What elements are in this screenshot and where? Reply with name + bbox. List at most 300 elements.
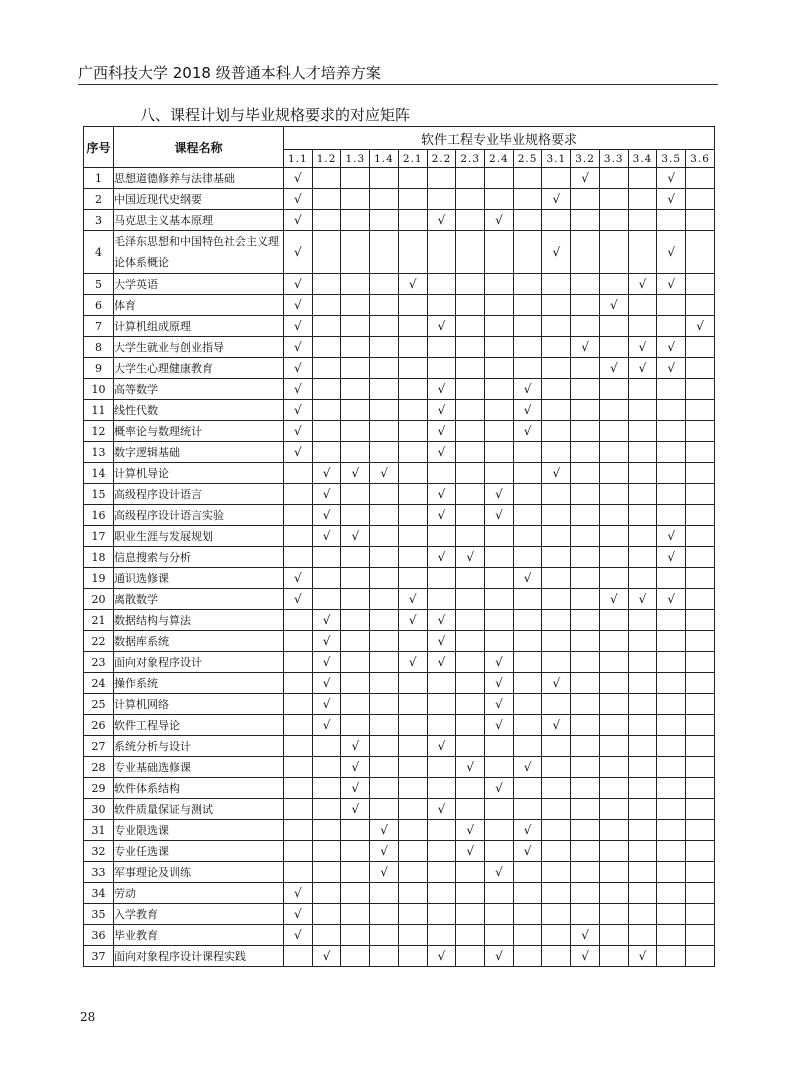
empty-cell	[513, 189, 542, 210]
table-row	[84, 631, 715, 652]
empty-cell	[341, 421, 370, 442]
empty-cell	[427, 589, 456, 610]
empty-cell	[513, 168, 542, 189]
course-name: 面向对象程序设计	[114, 652, 284, 673]
empty-cell	[657, 484, 686, 505]
row-number: 24	[84, 673, 114, 694]
empty-cell	[686, 168, 715, 189]
empty-cell	[599, 568, 628, 589]
empty-cell	[571, 568, 600, 589]
row-number: 28	[84, 757, 114, 778]
empty-cell	[628, 610, 657, 631]
check-mark: √	[370, 841, 399, 862]
empty-cell	[542, 337, 571, 358]
table-row	[84, 463, 715, 484]
empty-cell	[456, 568, 485, 589]
empty-cell	[284, 946, 313, 967]
empty-cell	[312, 841, 341, 862]
check-mark: √	[571, 946, 600, 967]
empty-cell	[599, 379, 628, 400]
row-number: 5	[84, 274, 114, 295]
empty-cell	[513, 799, 542, 820]
course-name: 软件体系结构	[114, 778, 284, 799]
empty-cell	[571, 673, 600, 694]
empty-cell	[341, 694, 370, 715]
check-mark: √	[312, 505, 341, 526]
row-number: 10	[84, 379, 114, 400]
empty-cell	[657, 946, 686, 967]
row-number: 15	[84, 484, 114, 505]
check-mark: √	[427, 652, 456, 673]
empty-cell	[312, 442, 341, 463]
empty-cell	[628, 316, 657, 337]
empty-cell	[284, 757, 313, 778]
empty-cell	[398, 168, 427, 189]
empty-cell	[456, 589, 485, 610]
empty-cell	[513, 589, 542, 610]
empty-cell	[284, 463, 313, 484]
empty-cell	[599, 274, 628, 295]
empty-cell	[485, 757, 514, 778]
empty-cell	[370, 673, 399, 694]
row-number: 16	[84, 505, 114, 526]
empty-cell	[341, 610, 370, 631]
empty-cell	[370, 568, 399, 589]
empty-cell	[571, 715, 600, 736]
table-row	[84, 295, 715, 316]
empty-cell	[657, 568, 686, 589]
check-mark: √	[485, 210, 514, 231]
empty-cell	[370, 883, 399, 904]
row-number: 25	[84, 694, 114, 715]
empty-cell	[542, 820, 571, 841]
check-mark: √	[427, 421, 456, 442]
course-name: 系统分析与设计	[114, 736, 284, 757]
course-name: 毕业教育	[114, 925, 284, 946]
empty-cell	[341, 841, 370, 862]
empty-cell	[456, 715, 485, 736]
empty-cell	[542, 883, 571, 904]
row-number: 22	[84, 631, 114, 652]
empty-cell	[341, 925, 370, 946]
check-mark: √	[456, 757, 485, 778]
check-mark: √	[513, 379, 542, 400]
row-number: 12	[84, 421, 114, 442]
check-mark: √	[284, 189, 313, 210]
check-mark: √	[427, 316, 456, 337]
empty-cell	[571, 274, 600, 295]
empty-cell	[571, 295, 600, 316]
empty-cell	[341, 820, 370, 841]
empty-cell	[341, 547, 370, 568]
empty-cell	[312, 421, 341, 442]
check-mark: √	[398, 589, 427, 610]
empty-cell	[542, 631, 571, 652]
empty-cell	[370, 526, 399, 547]
row-number: 33	[84, 862, 114, 883]
empty-cell	[398, 210, 427, 231]
table-row	[84, 400, 715, 421]
empty-cell	[599, 505, 628, 526]
table-row	[84, 715, 715, 736]
empty-cell	[427, 841, 456, 862]
empty-cell	[686, 463, 715, 484]
empty-cell	[341, 862, 370, 883]
check-mark: √	[370, 820, 399, 841]
check-mark: √	[284, 358, 313, 379]
empty-cell	[657, 694, 686, 715]
empty-cell	[628, 631, 657, 652]
empty-cell	[628, 442, 657, 463]
course-name: 入学教育	[114, 904, 284, 925]
check-mark: √	[657, 526, 686, 547]
check-mark: √	[284, 295, 313, 316]
check-mark: √	[284, 400, 313, 421]
empty-cell	[312, 168, 341, 189]
empty-cell	[599, 799, 628, 820]
check-mark: √	[312, 694, 341, 715]
row-number: 6	[84, 295, 114, 316]
empty-cell	[657, 883, 686, 904]
empty-cell	[686, 421, 715, 442]
check-mark: √	[284, 421, 313, 442]
empty-cell	[341, 946, 370, 967]
empty-cell	[599, 442, 628, 463]
empty-cell	[485, 904, 514, 925]
empty-cell	[599, 904, 628, 925]
check-mark: √	[370, 463, 399, 484]
empty-cell	[542, 589, 571, 610]
empty-cell	[571, 189, 600, 210]
empty-cell	[571, 757, 600, 778]
course-name: 大学生就业与创业指导	[114, 337, 284, 358]
empty-cell	[686, 295, 715, 316]
check-mark: √	[542, 231, 571, 274]
check-mark: √	[657, 589, 686, 610]
row-number: 11	[84, 400, 114, 421]
empty-cell	[542, 799, 571, 820]
check-mark: √	[284, 210, 313, 231]
empty-cell	[312, 231, 341, 274]
empty-cell	[513, 925, 542, 946]
check-mark: √	[284, 274, 313, 295]
empty-cell	[599, 862, 628, 883]
empty-cell	[513, 274, 542, 295]
empty-cell	[398, 316, 427, 337]
row-number: 2	[84, 189, 114, 210]
table-row	[84, 337, 715, 358]
row-number: 7	[84, 316, 114, 337]
empty-cell	[284, 841, 313, 862]
empty-cell	[599, 463, 628, 484]
empty-cell	[571, 694, 600, 715]
empty-cell	[542, 442, 571, 463]
empty-cell	[599, 925, 628, 946]
empty-cell	[341, 715, 370, 736]
empty-cell	[312, 883, 341, 904]
empty-cell	[341, 484, 370, 505]
table-row	[84, 526, 715, 547]
empty-cell	[284, 862, 313, 883]
empty-cell	[485, 736, 514, 757]
empty-cell	[686, 442, 715, 463]
empty-cell	[513, 715, 542, 736]
course-requirement-matrix	[83, 126, 715, 967]
empty-cell	[398, 231, 427, 274]
table-row	[84, 358, 715, 379]
empty-cell	[312, 589, 341, 610]
empty-cell	[456, 316, 485, 337]
empty-cell	[427, 673, 456, 694]
empty-cell	[312, 400, 341, 421]
empty-cell	[427, 757, 456, 778]
empty-cell	[284, 778, 313, 799]
empty-cell	[628, 526, 657, 547]
empty-cell	[686, 358, 715, 379]
empty-cell	[628, 295, 657, 316]
empty-cell	[542, 274, 571, 295]
empty-cell	[284, 526, 313, 547]
empty-cell	[485, 883, 514, 904]
row-number: 29	[84, 778, 114, 799]
empty-cell	[657, 631, 686, 652]
empty-cell	[571, 799, 600, 820]
empty-cell	[599, 778, 628, 799]
empty-cell	[571, 631, 600, 652]
empty-cell	[341, 631, 370, 652]
requirement-code-header: 3.4	[628, 150, 657, 168]
empty-cell	[341, 337, 370, 358]
empty-cell	[341, 210, 370, 231]
row-number: 1	[84, 168, 114, 189]
check-mark: √	[341, 463, 370, 484]
empty-cell	[284, 694, 313, 715]
empty-cell	[485, 295, 514, 316]
empty-cell	[370, 757, 399, 778]
empty-cell	[370, 631, 399, 652]
check-mark: √	[312, 526, 341, 547]
check-mark: √	[628, 274, 657, 295]
empty-cell	[657, 820, 686, 841]
requirement-code-header: 1.3	[341, 150, 370, 168]
check-mark: √	[513, 568, 542, 589]
empty-cell	[456, 505, 485, 526]
requirements-group-header: 软件工程专业毕业规格要求	[284, 127, 715, 150]
empty-cell	[571, 778, 600, 799]
empty-cell	[513, 505, 542, 526]
matrix-body	[84, 168, 715, 967]
empty-cell	[398, 189, 427, 210]
empty-cell	[542, 316, 571, 337]
table-row	[84, 210, 715, 231]
check-mark: √	[427, 379, 456, 400]
empty-cell	[542, 358, 571, 379]
empty-cell	[657, 841, 686, 862]
empty-cell	[456, 925, 485, 946]
check-mark: √	[513, 841, 542, 862]
empty-cell	[370, 715, 399, 736]
course-name: 软件工程导论	[114, 715, 284, 736]
empty-cell	[456, 337, 485, 358]
empty-cell	[599, 883, 628, 904]
empty-cell	[284, 673, 313, 694]
empty-cell	[657, 379, 686, 400]
check-mark: √	[284, 231, 313, 274]
course-name: 计算机组成原理	[114, 316, 284, 337]
empty-cell	[370, 379, 399, 400]
check-mark: √	[284, 904, 313, 925]
empty-cell	[312, 210, 341, 231]
check-mark: √	[312, 652, 341, 673]
empty-cell	[456, 295, 485, 316]
course-name: 计算机导论	[114, 463, 284, 484]
empty-cell	[398, 820, 427, 841]
empty-cell	[599, 715, 628, 736]
check-mark: √	[427, 547, 456, 568]
empty-cell	[542, 400, 571, 421]
check-mark: √	[312, 463, 341, 484]
check-mark: √	[341, 799, 370, 820]
empty-cell	[571, 231, 600, 274]
empty-cell	[513, 463, 542, 484]
empty-cell	[485, 589, 514, 610]
empty-cell	[398, 673, 427, 694]
empty-cell	[485, 379, 514, 400]
empty-cell	[456, 168, 485, 189]
empty-cell	[686, 210, 715, 231]
table-row	[84, 778, 715, 799]
empty-cell	[628, 757, 657, 778]
check-mark: √	[571, 168, 600, 189]
empty-cell	[657, 799, 686, 820]
course-name: 大学生心理健康教育	[114, 358, 284, 379]
empty-cell	[657, 210, 686, 231]
check-mark: √	[427, 946, 456, 967]
row-number: 20	[84, 589, 114, 610]
table-row	[84, 568, 715, 589]
check-mark: √	[398, 610, 427, 631]
empty-cell	[513, 652, 542, 673]
empty-cell	[571, 358, 600, 379]
table-row	[84, 168, 715, 189]
empty-cell	[370, 736, 399, 757]
empty-cell	[398, 547, 427, 568]
empty-cell	[427, 568, 456, 589]
empty-cell	[341, 189, 370, 210]
empty-cell	[542, 168, 571, 189]
check-mark: √	[513, 820, 542, 841]
empty-cell	[485, 442, 514, 463]
empty-cell	[456, 652, 485, 673]
empty-cell	[370, 484, 399, 505]
check-mark: √	[542, 715, 571, 736]
empty-cell	[657, 757, 686, 778]
empty-cell	[284, 820, 313, 841]
empty-cell	[398, 631, 427, 652]
course-name: 数据结构与算法	[114, 610, 284, 631]
empty-cell	[284, 736, 313, 757]
empty-cell	[456, 673, 485, 694]
check-mark: √	[284, 316, 313, 337]
empty-cell	[542, 484, 571, 505]
check-mark: √	[284, 883, 313, 904]
empty-cell	[628, 568, 657, 589]
empty-cell	[542, 652, 571, 673]
empty-cell	[599, 210, 628, 231]
empty-cell	[456, 484, 485, 505]
empty-cell	[312, 904, 341, 925]
empty-cell	[312, 568, 341, 589]
empty-cell	[427, 904, 456, 925]
check-mark: √	[599, 295, 628, 316]
empty-cell	[657, 904, 686, 925]
check-mark: √	[485, 715, 514, 736]
row-number: 13	[84, 442, 114, 463]
empty-cell	[370, 946, 399, 967]
check-mark: √	[456, 841, 485, 862]
empty-cell	[686, 526, 715, 547]
empty-cell	[513, 526, 542, 547]
check-mark: √	[571, 925, 600, 946]
row-number: 19	[84, 568, 114, 589]
empty-cell	[312, 925, 341, 946]
empty-cell	[628, 505, 657, 526]
empty-cell	[571, 210, 600, 231]
empty-cell	[686, 589, 715, 610]
empty-cell	[657, 610, 686, 631]
seq-header: 序号	[84, 127, 114, 168]
check-mark: √	[341, 778, 370, 799]
empty-cell	[542, 925, 571, 946]
empty-cell	[513, 337, 542, 358]
empty-cell	[370, 231, 399, 274]
check-mark: √	[657, 358, 686, 379]
empty-cell	[370, 694, 399, 715]
empty-cell	[398, 799, 427, 820]
empty-cell	[628, 820, 657, 841]
check-mark: √	[657, 189, 686, 210]
empty-cell	[312, 757, 341, 778]
row-number: 8	[84, 337, 114, 358]
empty-cell	[686, 547, 715, 568]
empty-cell	[456, 379, 485, 400]
course-name: 军事理论及训练	[114, 862, 284, 883]
empty-cell	[341, 274, 370, 295]
course-name: 线性代数	[114, 400, 284, 421]
page-number: 28	[80, 1010, 96, 1024]
empty-cell	[599, 337, 628, 358]
empty-cell	[370, 799, 399, 820]
empty-cell	[542, 210, 571, 231]
empty-cell	[398, 505, 427, 526]
course-name: 高等数学	[114, 379, 284, 400]
empty-cell	[341, 505, 370, 526]
empty-cell	[312, 778, 341, 799]
empty-cell	[657, 925, 686, 946]
check-mark: √	[599, 589, 628, 610]
check-mark: √	[427, 484, 456, 505]
requirement-code-header: 2.4	[485, 150, 514, 168]
empty-cell	[398, 379, 427, 400]
empty-cell	[513, 484, 542, 505]
empty-cell	[657, 295, 686, 316]
empty-cell	[571, 862, 600, 883]
empty-cell	[456, 883, 485, 904]
requirement-code-header: 1.4	[370, 150, 399, 168]
empty-cell	[398, 904, 427, 925]
row-number: 32	[84, 841, 114, 862]
course-name: 思想道德修养与法律基础	[114, 168, 284, 189]
